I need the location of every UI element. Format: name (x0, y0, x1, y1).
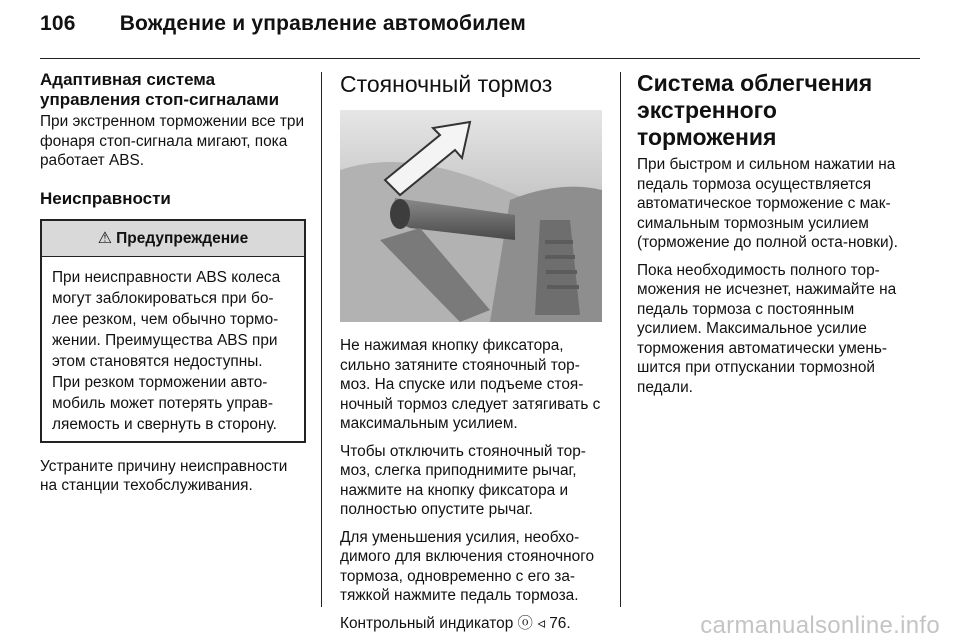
section-heading-parking-brake: Стояночный тормоз (340, 71, 553, 97)
warning-triangle-icon: ⚠ (97, 229, 113, 247)
paragraph-service: Устраните причину неисправности на станции техобслуживания. (40, 457, 288, 494)
paragraph-engage: Не нажимая кнопку фиксатора, сильно затяните стояночный тор-моз. На спуске или подъеме стоя-ночный тормоз следует затягивать с максимальным усилием. (340, 337, 601, 432)
warning-text: При неисправности ABS колеса могут заблокироваться при бо-лее резком, чем обычно тормо-жении. Преимущества ABS при этом становятся недоступны. При резком торможении авто-мобиль может потерять управ-ляемость и свернуть в сторону. (52, 268, 281, 433)
column-divider-1 (321, 72, 322, 607)
paragraph-reduce-effort: Для уменьшения усилия, необхо-димого для включения стояночного тормоза, одновременно с его за-тяжкой нажмите педаль тормоза. (340, 528, 595, 604)
parking-brake-lever-photo (340, 110, 602, 322)
column-left (40, 70, 306, 504)
paragraph-indicator: Контрольный индикатор ⓞ ◃ 76. (340, 614, 571, 632)
warning-title: Предупреждение (116, 229, 249, 247)
warning-header (42, 221, 304, 257)
paragraph-release: Чтобы отключить стояночный тор-моз, слегка приподнимите рычаг, нажмите на кнопку фиксатора и полностью опустите рычаг. (340, 442, 586, 518)
column-middle (340, 70, 602, 641)
page-number: 106 (40, 12, 76, 35)
watermark: carmanualsonline.info (700, 612, 940, 639)
section-heading-brake-assist: Система облегчения экстренного торможения (637, 70, 873, 150)
column-divider-2 (620, 72, 621, 607)
warning-box (40, 219, 306, 443)
column-right (637, 70, 905, 405)
section-heading-brake-lights: Адаптивная система управления стоп-сигналами (40, 70, 280, 109)
chapter-title: Вождение и управление автомобилем (119, 12, 526, 35)
parking-brake-illustration (340, 110, 602, 322)
page-header (40, 12, 920, 36)
paragraph-brake-lights: При экстренном торможении все три фонаря стоп-сигнала мигают, пока работает ABS. (40, 113, 305, 169)
section-heading-faults: Неисправности (40, 188, 171, 208)
paragraph-brake-assist-1: При быстром и сильном нажатии на педаль тормоза осуществляется автоматическое торможение с мак-симальным тормозным усилием (торможение до полной оста-новки). (637, 156, 898, 251)
header-divider (40, 58, 920, 59)
paragraph-brake-assist-2: Пока необходимость полного тор-можения не исчезнет, нажимайте на педаль тормоза с постоянным усилием. Максимальное усилие торможения автоматически умень-шится при отпускании тормозной педали. (637, 261, 897, 396)
